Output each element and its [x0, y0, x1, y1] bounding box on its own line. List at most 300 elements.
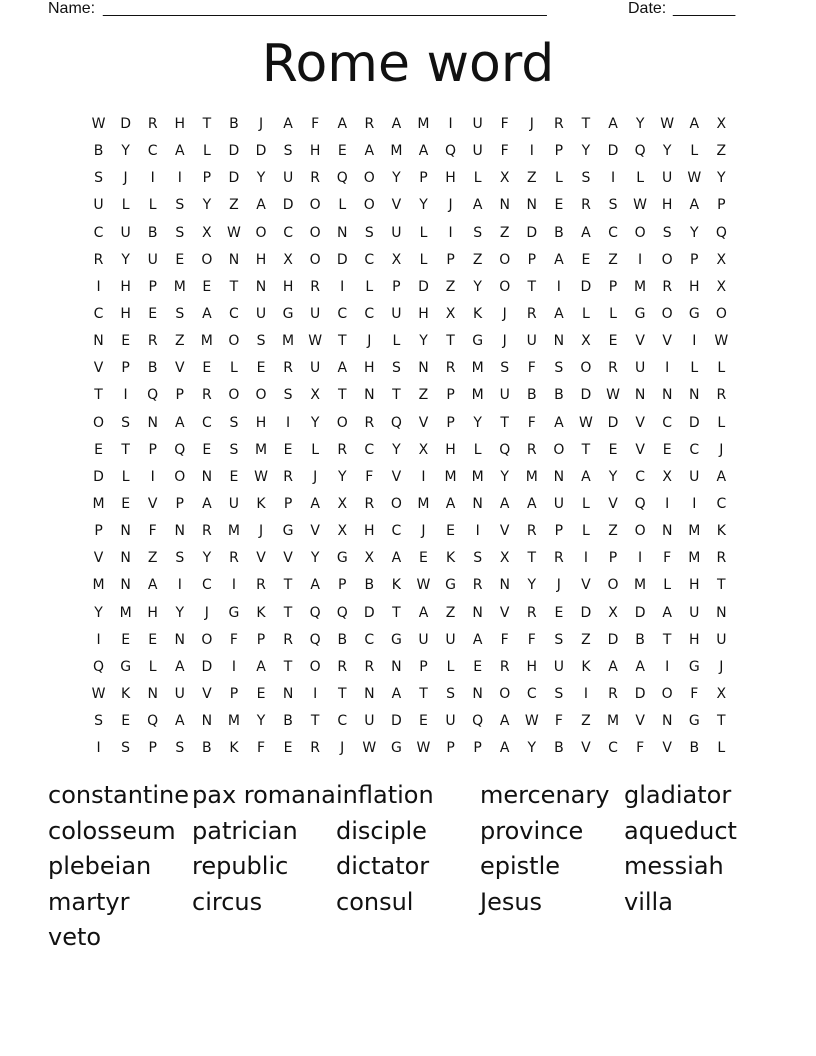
grid-letter[interactable]: O	[309, 224, 321, 241]
grid-letter[interactable]: R	[229, 550, 239, 567]
grid-letter[interactable]: Z	[716, 143, 727, 160]
grid-letter[interactable]: V	[635, 441, 645, 458]
grid-letter[interactable]: N	[634, 387, 646, 404]
grid-letter[interactable]: U	[689, 468, 700, 485]
grid-letter[interactable]: O	[661, 685, 673, 702]
grid-letter[interactable]: I	[313, 685, 318, 702]
grid-letter[interactable]: D	[93, 468, 104, 485]
grid-letter[interactable]: C	[364, 441, 375, 458]
grid-letter[interactable]: T	[446, 333, 455, 350]
grid-letter[interactable]: E	[121, 631, 131, 648]
grid-letter[interactable]: D	[688, 414, 700, 431]
grid-letter[interactable]: E	[202, 360, 212, 377]
grid-letter[interactable]: R	[201, 387, 212, 404]
grid-letter[interactable]: C	[337, 305, 348, 322]
grid-letter[interactable]: O	[201, 251, 213, 268]
grid-letter[interactable]: P	[473, 740, 482, 757]
grid-letter[interactable]: P	[419, 658, 428, 675]
grid-letter[interactable]: J	[529, 116, 534, 132]
grid-letter[interactable]: Y	[337, 468, 347, 485]
grid-letter[interactable]: A	[635, 658, 645, 675]
grid-letter[interactable]: H	[120, 278, 131, 295]
grid-letter[interactable]: Q	[174, 441, 186, 458]
grid-letter[interactable]: L	[690, 143, 699, 160]
grid-letter[interactable]: I	[665, 360, 670, 377]
grid-letter[interactable]: M	[254, 441, 268, 458]
grid-letter[interactable]: N	[661, 523, 673, 540]
grid-letter[interactable]: S	[175, 197, 185, 214]
grid-letter[interactable]: K	[229, 740, 239, 757]
grid-letter[interactable]: S	[662, 224, 672, 241]
grid-letter[interactable]: Z	[499, 224, 510, 241]
grid-letter[interactable]: W	[362, 740, 377, 757]
grid-letter[interactable]: T	[283, 604, 293, 621]
grid-letter[interactable]: F	[663, 550, 672, 567]
grid-letter[interactable]: M	[688, 550, 701, 567]
grid-letter[interactable]: W	[606, 387, 620, 404]
grid-letter[interactable]: Y	[392, 170, 401, 187]
grid-letter[interactable]: O	[228, 333, 240, 350]
grid-letter[interactable]: I	[692, 495, 697, 512]
grid-letter[interactable]: C	[391, 523, 402, 540]
grid-letter[interactable]: R	[364, 414, 375, 431]
grid-letter[interactable]: G	[390, 740, 402, 757]
grid-letter[interactable]: R	[445, 360, 456, 377]
grid-letter[interactable]: K	[445, 550, 456, 567]
grid-letter[interactable]: I	[665, 495, 670, 512]
grid-letter[interactable]: A	[174, 713, 185, 730]
grid-letter[interactable]: X	[391, 251, 402, 268]
grid-letter[interactable]: Y	[202, 197, 212, 214]
grid-letter[interactable]: U	[282, 170, 294, 187]
grid-letter[interactable]: O	[93, 414, 105, 431]
grid-letter[interactable]: E	[94, 441, 103, 458]
grid-letter[interactable]: O	[309, 197, 321, 214]
grid-letter[interactable]: T	[527, 550, 537, 567]
grid-letter[interactable]: Q	[715, 224, 727, 241]
grid-letter[interactable]: Z	[581, 713, 591, 730]
grid-letter[interactable]: L	[338, 197, 347, 214]
grid-letter[interactable]: U	[174, 685, 185, 702]
grid-letter[interactable]: T	[581, 116, 591, 132]
grid-letter[interactable]: V	[581, 577, 591, 594]
grid-letter[interactable]: P	[175, 495, 184, 512]
grid-letter[interactable]: I	[610, 170, 616, 187]
grid-letter[interactable]: I	[583, 685, 589, 702]
grid-letter[interactable]: L	[663, 577, 672, 594]
grid-letter[interactable]: C	[608, 740, 618, 757]
grid-letter[interactable]: O	[499, 251, 511, 268]
grid-letter[interactable]: E	[554, 197, 564, 214]
grid-letter[interactable]: Q	[309, 604, 321, 621]
grid-letter[interactable]: N	[661, 387, 673, 404]
grid-letter[interactable]: K	[581, 658, 591, 675]
grid-letter[interactable]: S	[94, 170, 103, 187]
grid-letter[interactable]: A	[689, 116, 700, 132]
grid-letter[interactable]: Y	[662, 143, 672, 160]
grid-letter[interactable]: I	[638, 550, 643, 567]
grid-letter[interactable]: D	[634, 685, 646, 702]
grid-letter[interactable]: Q	[390, 414, 402, 431]
grid-letter[interactable]: R	[147, 333, 158, 350]
grid-letter[interactable]: C	[201, 577, 212, 594]
grid-letter[interactable]: Q	[336, 170, 348, 187]
grid-letter[interactable]: H	[445, 170, 456, 187]
grid-letter[interactable]: C	[147, 143, 158, 160]
grid-letter[interactable]: M	[471, 360, 484, 377]
grid-letter[interactable]: Z	[526, 170, 537, 187]
grid-letter[interactable]: X	[310, 387, 320, 404]
grid-letter[interactable]: H	[364, 523, 375, 540]
grid-letter[interactable]: D	[418, 278, 429, 295]
grid-letter[interactable]: F	[500, 631, 509, 648]
grid-letter[interactable]: V	[635, 333, 645, 350]
grid-letter[interactable]: E	[229, 468, 239, 485]
grid-letter[interactable]: T	[500, 414, 509, 431]
grid-letter[interactable]: O	[580, 360, 592, 377]
grid-letter[interactable]: N	[472, 604, 483, 621]
grid-letter[interactable]: X	[202, 224, 212, 241]
grid-letter[interactable]: L	[582, 305, 590, 322]
grid-letter[interactable]: F	[527, 414, 536, 431]
grid-letter[interactable]: L	[717, 414, 726, 431]
grid-letter[interactable]: D	[336, 251, 348, 268]
grid-letter[interactable]: T	[419, 685, 428, 702]
grid-letter[interactable]: N	[255, 278, 267, 295]
grid-letter[interactable]: Q	[147, 387, 159, 404]
grid-letter[interactable]: W	[416, 577, 431, 594]
grid-letter[interactable]: F	[527, 360, 536, 377]
grid-letter[interactable]: J	[448, 197, 453, 214]
grid-letter[interactable]: M	[173, 278, 186, 295]
grid-letter[interactable]: W	[91, 685, 106, 702]
grid-letter[interactable]: N	[391, 658, 402, 675]
grid-letter[interactable]: P	[446, 740, 455, 757]
grid-letter[interactable]: M	[471, 468, 484, 485]
grid-letter[interactable]: U	[255, 305, 267, 322]
grid-letter[interactable]: T	[717, 713, 726, 730]
grid-letter[interactable]: W	[524, 713, 539, 730]
grid-letter[interactable]: N	[147, 685, 158, 702]
grid-letter[interactable]: E	[419, 550, 428, 567]
grid-letter[interactable]: V	[93, 360, 104, 377]
grid-letter[interactable]: V	[202, 685, 212, 702]
grid-letter[interactable]: N	[499, 197, 510, 214]
grid-letter[interactable]: P	[527, 251, 537, 268]
grid-letter[interactable]: Q	[472, 713, 484, 730]
grid-letter[interactable]: O	[499, 685, 511, 702]
grid-letter[interactable]: N	[472, 495, 483, 512]
grid-letter[interactable]: H	[174, 116, 186, 132]
grid-letter[interactable]: F	[554, 713, 563, 730]
grid-letter[interactable]: V	[283, 550, 293, 567]
grid-letter[interactable]: S	[121, 414, 131, 431]
grid-letter[interactable]: O	[634, 523, 646, 540]
grid-letter[interactable]: H	[688, 631, 700, 648]
grid-letter[interactable]: P	[554, 523, 564, 540]
grid-letter[interactable]: F	[500, 116, 509, 132]
grid-letter[interactable]: C	[716, 495, 727, 512]
grid-letter[interactable]: R	[608, 360, 618, 377]
grid-letter[interactable]: T	[283, 658, 293, 675]
grid-letter[interactable]: D	[607, 631, 619, 648]
grid-letter[interactable]: I	[150, 170, 155, 187]
grid-letter[interactable]: X	[716, 251, 727, 268]
grid-letter[interactable]: L	[473, 170, 482, 187]
grid-letter[interactable]: Y	[419, 333, 428, 350]
grid-letter[interactable]: M	[417, 116, 430, 132]
grid-letter[interactable]: P	[690, 251, 699, 268]
grid-letter[interactable]: N	[689, 387, 700, 404]
grid-letter[interactable]: E	[256, 685, 266, 702]
grid-letter[interactable]: H	[255, 414, 267, 431]
grid-letter[interactable]: I	[692, 333, 697, 350]
grid-letter[interactable]: T	[392, 604, 401, 621]
grid-letter[interactable]: M	[92, 495, 105, 512]
grid-letter[interactable]: X	[608, 604, 618, 621]
grid-letter[interactable]: Y	[121, 251, 130, 268]
grid-letter[interactable]: R	[364, 495, 375, 512]
grid-letter[interactable]: V	[93, 550, 104, 567]
grid-letter[interactable]: O	[363, 197, 375, 214]
grid-letter[interactable]: R	[310, 740, 321, 757]
grid-letter[interactable]: O	[499, 278, 511, 295]
grid-letter[interactable]: L	[121, 468, 130, 485]
grid-letter[interactable]: K	[121, 685, 131, 702]
grid-letter[interactable]: X	[364, 550, 375, 567]
grid-letter[interactable]: Z	[174, 333, 185, 350]
grid-letter[interactable]: V	[174, 360, 185, 377]
grid-letter[interactable]: D	[580, 604, 592, 621]
grid-letter[interactable]: J	[502, 305, 507, 322]
grid-letter[interactable]: G	[282, 305, 294, 322]
grid-letter[interactable]: O	[228, 387, 240, 404]
grid-letter[interactable]: N	[364, 387, 375, 404]
grid-letter[interactable]: M	[525, 468, 538, 485]
grid-letter[interactable]: X	[662, 468, 672, 485]
grid-letter[interactable]: Q	[93, 658, 105, 675]
grid-letter[interactable]: V	[635, 713, 645, 730]
grid-letter[interactable]: I	[123, 387, 128, 404]
grid-letter[interactable]: A	[445, 495, 456, 512]
grid-letter[interactable]: A	[283, 116, 293, 132]
grid-letter[interactable]: W	[308, 333, 323, 350]
grid-letter[interactable]: H	[688, 577, 700, 594]
grid-letter[interactable]: P	[446, 414, 455, 431]
grid-letter[interactable]: I	[448, 224, 453, 241]
grid-letter[interactable]: D	[201, 658, 213, 675]
grid-letter[interactable]: Y	[581, 143, 591, 160]
grid-letter[interactable]: L	[311, 441, 320, 458]
grid-letter[interactable]: V	[147, 495, 158, 512]
grid-letter[interactable]: W	[579, 414, 593, 431]
grid-letter[interactable]: U	[553, 658, 564, 675]
grid-letter[interactable]: G	[120, 658, 132, 675]
grid-letter[interactable]: J	[502, 333, 507, 350]
grid-letter[interactable]: U	[472, 143, 483, 160]
grid-letter[interactable]: X	[716, 278, 727, 295]
grid-letter[interactable]: K	[256, 495, 266, 512]
grid-letter[interactable]: A	[581, 224, 591, 241]
grid-letter[interactable]: B	[554, 387, 564, 404]
grid-letter[interactable]: P	[608, 550, 618, 567]
grid-letter[interactable]: U	[364, 713, 375, 730]
grid-letter[interactable]: G	[634, 305, 646, 322]
grid-letter[interactable]: O	[336, 414, 348, 431]
grid-letter[interactable]: C	[608, 224, 618, 241]
grid-letter[interactable]: M	[634, 577, 647, 594]
grid-letter[interactable]: M	[119, 604, 132, 621]
grid-letter[interactable]: U	[472, 116, 483, 132]
grid-letter[interactable]: I	[556, 278, 561, 295]
grid-letter[interactable]: B	[635, 631, 645, 648]
grid-letter[interactable]: Q	[634, 143, 646, 160]
grid-letter[interactable]: M	[471, 387, 484, 404]
grid-letter[interactable]: U	[689, 604, 700, 621]
grid-letter[interactable]: U	[93, 197, 104, 214]
grid-letter[interactable]: M	[444, 468, 457, 485]
grid-letter[interactable]: A	[554, 251, 564, 268]
grid-letter[interactable]: I	[638, 251, 643, 268]
grid-letter[interactable]: Y	[500, 468, 509, 485]
grid-letter[interactable]: J	[556, 577, 561, 594]
grid-letter[interactable]: R	[526, 523, 537, 540]
grid-letter[interactable]: P	[392, 278, 401, 295]
grid-letter[interactable]: I	[231, 658, 236, 675]
grid-letter[interactable]: T	[392, 387, 401, 404]
grid-letter[interactable]: S	[473, 224, 483, 241]
grid-letter[interactable]: A	[581, 468, 591, 485]
grid-letter[interactable]: W	[227, 224, 241, 241]
grid-letter[interactable]: S	[175, 224, 185, 241]
grid-letter[interactable]: L	[473, 441, 482, 458]
grid-letter[interactable]: X	[716, 116, 727, 132]
grid-letter[interactable]: S	[391, 360, 401, 377]
grid-letter[interactable]: A	[337, 360, 348, 377]
grid-letter[interactable]: M	[200, 333, 213, 350]
grid-letter[interactable]: B	[93, 143, 104, 160]
grid-letter[interactable]: I	[475, 523, 480, 540]
grid-letter[interactable]: H	[364, 360, 375, 377]
grid-letter[interactable]: S	[608, 197, 618, 214]
grid-letter[interactable]: R	[283, 360, 293, 377]
grid-letter[interactable]: V	[256, 550, 266, 567]
grid-letter[interactable]: B	[337, 631, 348, 648]
grid-letter[interactable]: O	[390, 495, 402, 512]
grid-letter[interactable]: I	[231, 577, 236, 594]
grid-letter[interactable]: U	[147, 251, 158, 268]
grid-letter[interactable]: R	[526, 604, 537, 621]
grid-letter[interactable]: I	[665, 658, 670, 675]
grid-letter[interactable]: M	[606, 713, 620, 730]
grid-letter[interactable]: A	[554, 414, 564, 431]
grid-letter[interactable]: C	[526, 685, 537, 702]
grid-letter[interactable]: H	[526, 658, 538, 675]
grid-letter[interactable]: Y	[473, 278, 482, 295]
grid-letter[interactable]: R	[472, 577, 483, 594]
grid-letter[interactable]: W	[91, 116, 106, 132]
grid-letter[interactable]: S	[364, 224, 374, 241]
grid-letter[interactable]: X	[337, 523, 348, 540]
grid-letter[interactable]: B	[554, 740, 564, 757]
grid-letter[interactable]: L	[446, 658, 455, 675]
grid-letter[interactable]: C	[689, 441, 700, 458]
grid-letter[interactable]: E	[175, 251, 185, 268]
grid-letter[interactable]: A	[391, 116, 402, 132]
grid-letter[interactable]: E	[608, 333, 618, 350]
grid-letter[interactable]: U	[526, 333, 537, 350]
grid-letter[interactable]: R	[499, 658, 510, 675]
grid-letter[interactable]: N	[364, 685, 375, 702]
grid-letter[interactable]: N	[418, 360, 429, 377]
grid-letter[interactable]: Q	[634, 495, 646, 512]
grid-letter[interactable]: M	[390, 143, 403, 160]
grid-letter[interactable]: M	[227, 523, 240, 540]
grid-letter[interactable]: G	[445, 577, 456, 594]
grid-letter[interactable]: E	[554, 604, 564, 621]
grid-letter[interactable]: N	[174, 523, 186, 540]
grid-letter[interactable]: R	[526, 441, 537, 458]
grid-letter[interactable]: B	[229, 116, 239, 132]
grid-letter[interactable]: F	[527, 631, 536, 648]
grid-letter[interactable]: B	[526, 387, 537, 404]
grid-letter[interactable]: E	[148, 305, 158, 322]
grid-letter[interactable]: G	[282, 523, 294, 540]
grid-letter[interactable]: L	[202, 143, 211, 160]
grid-letter[interactable]: L	[690, 360, 699, 377]
grid-letter[interactable]: R	[147, 116, 158, 132]
grid-letter[interactable]: A	[391, 685, 402, 702]
grid-letter[interactable]: V	[662, 740, 672, 757]
grid-letter[interactable]: P	[229, 685, 239, 702]
grid-letter[interactable]: L	[419, 251, 428, 268]
grid-letter[interactable]: C	[662, 414, 673, 431]
grid-letter[interactable]: A	[256, 197, 266, 214]
name-field[interactable]: ___________________________________________________	[103, 0, 547, 17]
grid-letter[interactable]: M	[634, 278, 647, 295]
grid-letter[interactable]: A	[527, 495, 537, 512]
grid-letter[interactable]: R	[256, 577, 266, 594]
grid-letter[interactable]: J	[340, 740, 345, 757]
grid-letter[interactable]: T	[337, 685, 347, 702]
grid-letter[interactable]: L	[365, 278, 374, 295]
grid-letter[interactable]: U	[391, 305, 402, 322]
grid-letter[interactable]: O	[715, 305, 727, 322]
grid-letter[interactable]: E	[202, 278, 212, 295]
grid-letter[interactable]: U	[634, 360, 646, 377]
grid-letter[interactable]: C	[337, 713, 348, 730]
grid-letter[interactable]: R	[310, 170, 321, 187]
grid-letter[interactable]: H	[418, 305, 429, 322]
grid-letter[interactable]: A	[174, 414, 185, 431]
grid-letter[interactable]: D	[120, 116, 131, 132]
grid-letter[interactable]: S	[229, 441, 239, 458]
grid-letter[interactable]: H	[445, 441, 456, 458]
grid-letter[interactable]: O	[661, 251, 673, 268]
grid-letter[interactable]: P	[148, 278, 157, 295]
grid-letter[interactable]: S	[283, 387, 293, 404]
grid-letter[interactable]: U	[228, 495, 240, 512]
grid-letter[interactable]: R	[283, 468, 293, 485]
grid-letter[interactable]: F	[365, 468, 374, 485]
grid-letter[interactable]: B	[364, 577, 375, 594]
grid-letter[interactable]: P	[283, 495, 293, 512]
grid-letter[interactable]: Z	[229, 197, 239, 214]
grid-letter[interactable]: O	[174, 468, 186, 485]
grid-letter[interactable]: P	[256, 631, 266, 648]
grid-letter[interactable]: Z	[418, 387, 429, 404]
grid-letter[interactable]: I	[96, 631, 101, 648]
